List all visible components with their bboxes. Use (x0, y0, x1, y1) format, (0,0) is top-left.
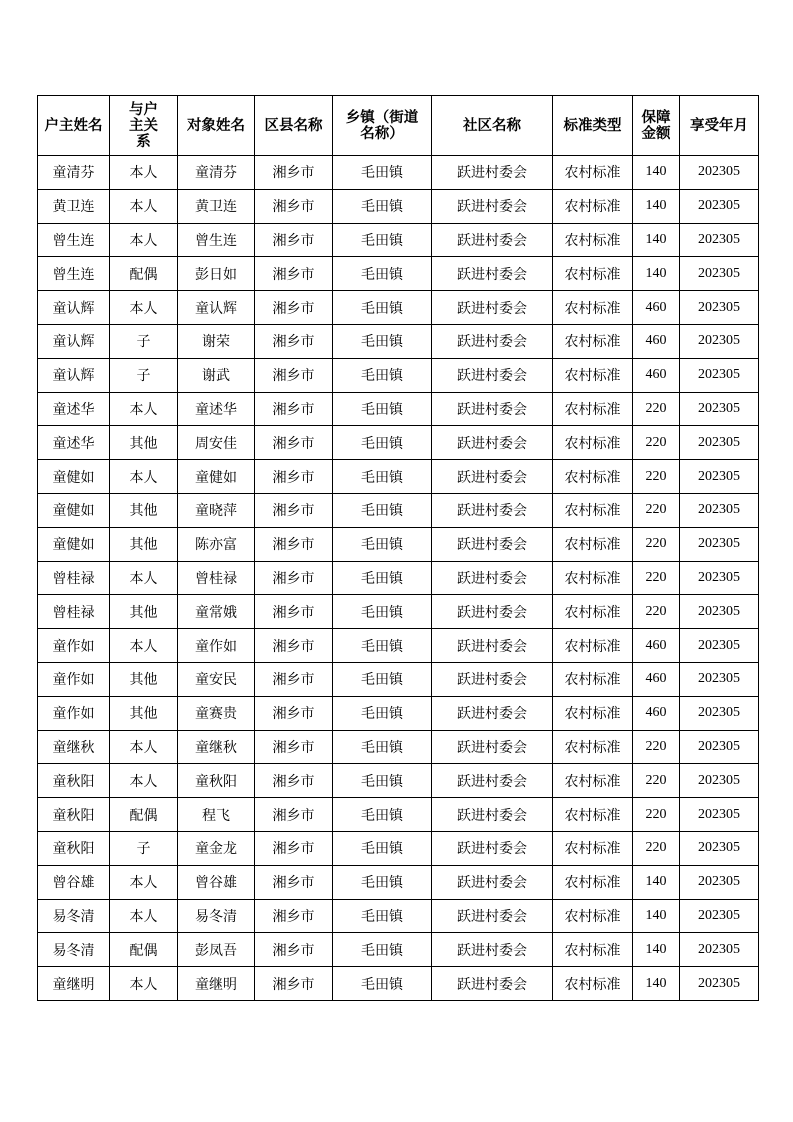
cell-benefit-month: 202305 (680, 899, 759, 933)
cell-community: 跃进村委会 (432, 358, 553, 392)
cell-standard-type: 农村标准 (553, 595, 633, 629)
col-header-relation: 与户主关系 (110, 96, 178, 156)
cell-county: 湘乡市 (255, 662, 333, 696)
cell-standard-type: 农村标准 (553, 460, 633, 494)
cell-recipient-name: 童常娥 (178, 595, 255, 629)
cell-county: 湘乡市 (255, 527, 333, 561)
cell-standard-type: 农村标准 (553, 798, 633, 832)
cell-householder-name: 易冬清 (38, 899, 110, 933)
cell-county: 湘乡市 (255, 899, 333, 933)
cell-allowance-amount: 140 (633, 223, 680, 257)
cell-relation: 其他 (110, 527, 178, 561)
cell-township: 毛田镇 (333, 358, 432, 392)
cell-benefit-month: 202305 (680, 967, 759, 1001)
cell-community: 跃进村委会 (432, 865, 553, 899)
cell-allowance-amount: 140 (633, 899, 680, 933)
cell-recipient-name: 彭日如 (178, 257, 255, 291)
cell-householder-name: 童秋阳 (38, 798, 110, 832)
cell-allowance-amount: 140 (633, 156, 680, 190)
cell-recipient-name: 童赛贵 (178, 696, 255, 730)
cell-township: 毛田镇 (333, 662, 432, 696)
cell-recipient-name: 童继明 (178, 967, 255, 1001)
cell-allowance-amount: 220 (633, 764, 680, 798)
cell-benefit-month: 202305 (680, 223, 759, 257)
cell-standard-type: 农村标准 (553, 527, 633, 561)
cell-county: 湘乡市 (255, 189, 333, 223)
cell-householder-name: 童继秋 (38, 730, 110, 764)
cell-benefit-month: 202305 (680, 629, 759, 663)
cell-allowance-amount: 140 (633, 933, 680, 967)
cell-county: 湘乡市 (255, 561, 333, 595)
cell-benefit-month: 202305 (680, 392, 759, 426)
cell-county: 湘乡市 (255, 257, 333, 291)
cell-county: 湘乡市 (255, 967, 333, 1001)
cell-township: 毛田镇 (333, 460, 432, 494)
cell-relation: 子 (110, 831, 178, 865)
cell-county: 湘乡市 (255, 831, 333, 865)
cell-relation: 本人 (110, 189, 178, 223)
table-row (38, 933, 759, 967)
cell-allowance-amount: 460 (633, 291, 680, 325)
cell-benefit-month: 202305 (680, 189, 759, 223)
cell-allowance-amount: 220 (633, 561, 680, 595)
table-row (38, 257, 759, 291)
cell-community: 跃进村委会 (432, 257, 553, 291)
cell-benefit-month: 202305 (680, 730, 759, 764)
cell-township: 毛田镇 (333, 291, 432, 325)
cell-householder-name: 曾生连 (38, 223, 110, 257)
cell-county: 湘乡市 (255, 392, 333, 426)
cell-recipient-name: 童认辉 (178, 291, 255, 325)
cell-relation: 本人 (110, 460, 178, 494)
cell-community: 跃进村委会 (432, 595, 553, 629)
cell-township: 毛田镇 (333, 392, 432, 426)
cell-township: 毛田镇 (333, 324, 432, 358)
cell-county: 湘乡市 (255, 696, 333, 730)
cell-standard-type: 农村标准 (553, 967, 633, 1001)
cell-township: 毛田镇 (333, 189, 432, 223)
cell-township: 毛田镇 (333, 629, 432, 663)
cell-benefit-month: 202305 (680, 933, 759, 967)
cell-recipient-name: 曾生连 (178, 223, 255, 257)
cell-allowance-amount: 220 (633, 798, 680, 832)
cell-township: 毛田镇 (333, 865, 432, 899)
col-header-county: 区县名称 (255, 96, 333, 156)
cell-allowance-amount: 460 (633, 662, 680, 696)
cell-benefit-month: 202305 (680, 662, 759, 696)
cell-county: 湘乡市 (255, 595, 333, 629)
cell-benefit-month: 202305 (680, 358, 759, 392)
cell-community: 跃进村委会 (432, 223, 553, 257)
col-header-householder-name: 户主姓名 (38, 96, 110, 156)
cell-township: 毛田镇 (333, 933, 432, 967)
table-row (38, 696, 759, 730)
cell-allowance-amount: 220 (633, 730, 680, 764)
cell-allowance-amount: 220 (633, 831, 680, 865)
cell-recipient-name: 童晓萍 (178, 493, 255, 527)
cell-allowance-amount: 140 (633, 967, 680, 1001)
cell-standard-type: 农村标准 (553, 662, 633, 696)
cell-allowance-amount: 220 (633, 595, 680, 629)
cell-benefit-month: 202305 (680, 595, 759, 629)
cell-allowance-amount: 460 (633, 629, 680, 663)
table-row (38, 392, 759, 426)
cell-community: 跃进村委会 (432, 460, 553, 494)
cell-standard-type: 农村标准 (553, 696, 633, 730)
cell-standard-type: 农村标准 (553, 730, 633, 764)
table-row (38, 426, 759, 460)
cell-county: 湘乡市 (255, 865, 333, 899)
col-header-recipient-name: 对象姓名 (178, 96, 255, 156)
cell-householder-name: 童述华 (38, 392, 110, 426)
table-row (38, 561, 759, 595)
cell-householder-name: 童述华 (38, 426, 110, 460)
table-row (38, 595, 759, 629)
table-row (38, 291, 759, 325)
cell-county: 湘乡市 (255, 933, 333, 967)
table-row (38, 629, 759, 663)
cell-allowance-amount: 460 (633, 324, 680, 358)
cell-county: 湘乡市 (255, 223, 333, 257)
cell-community: 跃进村委会 (432, 831, 553, 865)
cell-recipient-name: 童述华 (178, 392, 255, 426)
table-row (38, 527, 759, 561)
cell-standard-type: 农村标准 (553, 561, 633, 595)
cell-allowance-amount: 220 (633, 426, 680, 460)
cell-householder-name: 童健如 (38, 527, 110, 561)
cell-relation: 本人 (110, 865, 178, 899)
cell-community: 跃进村委会 (432, 967, 553, 1001)
cell-recipient-name: 彭凤吾 (178, 933, 255, 967)
cell-benefit-month: 202305 (680, 696, 759, 730)
cell-standard-type: 农村标准 (553, 324, 633, 358)
cell-community: 跃进村委会 (432, 629, 553, 663)
cell-county: 湘乡市 (255, 460, 333, 494)
cell-community: 跃进村委会 (432, 156, 553, 190)
cell-allowance-amount: 140 (633, 189, 680, 223)
cell-allowance-amount: 460 (633, 696, 680, 730)
cell-householder-name: 童作如 (38, 629, 110, 663)
cell-recipient-name: 曾桂禄 (178, 561, 255, 595)
table-row (38, 324, 759, 358)
cell-township: 毛田镇 (333, 696, 432, 730)
cell-standard-type: 农村标准 (553, 257, 633, 291)
cell-relation: 本人 (110, 561, 178, 595)
cell-standard-type: 农村标准 (553, 291, 633, 325)
cell-county: 湘乡市 (255, 764, 333, 798)
cell-relation: 其他 (110, 493, 178, 527)
cell-recipient-name: 程飞 (178, 798, 255, 832)
cell-community: 跃进村委会 (432, 696, 553, 730)
cell-county: 湘乡市 (255, 798, 333, 832)
cell-community: 跃进村委会 (432, 933, 553, 967)
cell-householder-name: 曾桂禄 (38, 595, 110, 629)
cell-relation: 其他 (110, 696, 178, 730)
cell-recipient-name: 童安民 (178, 662, 255, 696)
cell-township: 毛田镇 (333, 798, 432, 832)
cell-benefit-month: 202305 (680, 798, 759, 832)
cell-benefit-month: 202305 (680, 291, 759, 325)
cell-benefit-month: 202305 (680, 324, 759, 358)
cell-standard-type: 农村标准 (553, 223, 633, 257)
cell-relation: 配偶 (110, 933, 178, 967)
cell-township: 毛田镇 (333, 426, 432, 460)
cell-allowance-amount: 220 (633, 392, 680, 426)
cell-relation: 其他 (110, 426, 178, 460)
cell-township: 毛田镇 (333, 527, 432, 561)
cell-benefit-month: 202305 (680, 561, 759, 595)
table-row (38, 899, 759, 933)
cell-allowance-amount: 460 (633, 358, 680, 392)
table-row (38, 798, 759, 832)
cell-relation: 本人 (110, 967, 178, 1001)
col-header-standard-type: 标准类型 (553, 96, 633, 156)
cell-community: 跃进村委会 (432, 493, 553, 527)
col-header-township: 乡镇（街道名称） (333, 96, 432, 156)
cell-standard-type: 农村标准 (553, 933, 633, 967)
cell-recipient-name: 童作如 (178, 629, 255, 663)
cell-relation: 配偶 (110, 798, 178, 832)
cell-recipient-name: 童健如 (178, 460, 255, 494)
cell-householder-name: 曾生连 (38, 257, 110, 291)
cell-relation: 本人 (110, 629, 178, 663)
cell-community: 跃进村委会 (432, 426, 553, 460)
cell-allowance-amount: 220 (633, 493, 680, 527)
cell-county: 湘乡市 (255, 426, 333, 460)
cell-householder-name: 曾桂禄 (38, 561, 110, 595)
cell-benefit-month: 202305 (680, 764, 759, 798)
cell-relation: 本人 (110, 730, 178, 764)
col-header-community: 社区名称 (432, 96, 553, 156)
cell-community: 跃进村委会 (432, 662, 553, 696)
cell-relation: 本人 (110, 899, 178, 933)
cell-community: 跃进村委会 (432, 730, 553, 764)
col-header-benefit-month: 享受年月 (680, 96, 759, 156)
cell-benefit-month: 202305 (680, 426, 759, 460)
header-row (38, 96, 759, 156)
table-row (38, 358, 759, 392)
cell-community: 跃进村委会 (432, 324, 553, 358)
col-header-allowance-amount: 保障金额 (633, 96, 680, 156)
cell-relation: 本人 (110, 156, 178, 190)
cell-community: 跃进村委会 (432, 899, 553, 933)
cell-standard-type: 农村标准 (553, 629, 633, 663)
cell-county: 湘乡市 (255, 324, 333, 358)
cell-standard-type: 农村标准 (553, 426, 633, 460)
cell-relation: 其他 (110, 595, 178, 629)
cell-recipient-name: 黄卫连 (178, 189, 255, 223)
cell-householder-name: 童秋阳 (38, 831, 110, 865)
cell-householder-name: 童认辉 (38, 324, 110, 358)
cell-benefit-month: 202305 (680, 865, 759, 899)
cell-relation: 本人 (110, 291, 178, 325)
cell-community: 跃进村委会 (432, 764, 553, 798)
cell-township: 毛田镇 (333, 223, 432, 257)
cell-householder-name: 童秋阳 (38, 764, 110, 798)
cell-benefit-month: 202305 (680, 831, 759, 865)
cell-allowance-amount: 140 (633, 257, 680, 291)
table-row (38, 223, 759, 257)
cell-benefit-month: 202305 (680, 460, 759, 494)
cell-benefit-month: 202305 (680, 257, 759, 291)
cell-recipient-name: 童秋阳 (178, 764, 255, 798)
cell-standard-type: 农村标准 (553, 899, 633, 933)
cell-allowance-amount: 140 (633, 865, 680, 899)
cell-allowance-amount: 220 (633, 460, 680, 494)
table-row (38, 831, 759, 865)
cell-township: 毛田镇 (333, 730, 432, 764)
cell-recipient-name: 周安佳 (178, 426, 255, 460)
table-row (38, 662, 759, 696)
cell-relation: 子 (110, 358, 178, 392)
cell-township: 毛田镇 (333, 257, 432, 291)
cell-township: 毛田镇 (333, 561, 432, 595)
cell-householder-name: 黄卫连 (38, 189, 110, 223)
cell-township: 毛田镇 (333, 899, 432, 933)
cell-standard-type: 农村标准 (553, 764, 633, 798)
cell-county: 湘乡市 (255, 493, 333, 527)
cell-relation: 子 (110, 324, 178, 358)
cell-relation: 本人 (110, 764, 178, 798)
cell-township: 毛田镇 (333, 595, 432, 629)
cell-recipient-name: 易冬清 (178, 899, 255, 933)
cell-standard-type: 农村标准 (553, 358, 633, 392)
cell-recipient-name: 谢荣 (178, 324, 255, 358)
cell-householder-name: 童清芬 (38, 156, 110, 190)
cell-county: 湘乡市 (255, 291, 333, 325)
cell-township: 毛田镇 (333, 967, 432, 1001)
cell-county: 湘乡市 (255, 358, 333, 392)
cell-recipient-name: 曾谷雄 (178, 865, 255, 899)
table-row (38, 865, 759, 899)
cell-standard-type: 农村标准 (553, 156, 633, 190)
cell-householder-name: 易冬清 (38, 933, 110, 967)
table-row (38, 493, 759, 527)
cell-householder-name: 童健如 (38, 493, 110, 527)
cell-township: 毛田镇 (333, 831, 432, 865)
cell-relation: 其他 (110, 662, 178, 696)
cell-recipient-name: 童继秋 (178, 730, 255, 764)
cell-standard-type: 农村标准 (553, 493, 633, 527)
subsidy-roster-table (37, 95, 759, 1001)
cell-township: 毛田镇 (333, 764, 432, 798)
cell-township: 毛田镇 (333, 156, 432, 190)
cell-standard-type: 农村标准 (553, 392, 633, 426)
cell-relation: 本人 (110, 392, 178, 426)
cell-community: 跃进村委会 (432, 561, 553, 595)
cell-benefit-month: 202305 (680, 156, 759, 190)
cell-householder-name: 童认辉 (38, 291, 110, 325)
cell-householder-name: 童作如 (38, 662, 110, 696)
table-row (38, 730, 759, 764)
cell-relation: 配偶 (110, 257, 178, 291)
cell-householder-name: 童作如 (38, 696, 110, 730)
cell-standard-type: 农村标准 (553, 189, 633, 223)
cell-householder-name: 童认辉 (38, 358, 110, 392)
cell-county: 湘乡市 (255, 156, 333, 190)
table-row (38, 156, 759, 190)
cell-recipient-name: 陈亦富 (178, 527, 255, 561)
cell-allowance-amount: 220 (633, 527, 680, 561)
cell-relation: 本人 (110, 223, 178, 257)
table-row (38, 967, 759, 1001)
cell-community: 跃进村委会 (432, 189, 553, 223)
cell-benefit-month: 202305 (680, 493, 759, 527)
table-row (38, 764, 759, 798)
cell-recipient-name: 谢武 (178, 358, 255, 392)
cell-county: 湘乡市 (255, 730, 333, 764)
cell-county: 湘乡市 (255, 629, 333, 663)
cell-recipient-name: 童清芬 (178, 156, 255, 190)
cell-householder-name: 童继明 (38, 967, 110, 1001)
cell-householder-name: 童健如 (38, 460, 110, 494)
cell-householder-name: 曾谷雄 (38, 865, 110, 899)
cell-community: 跃进村委会 (432, 798, 553, 832)
cell-recipient-name: 童金龙 (178, 831, 255, 865)
cell-community: 跃进村委会 (432, 291, 553, 325)
cell-community: 跃进村委会 (432, 392, 553, 426)
cell-township: 毛田镇 (333, 493, 432, 527)
cell-community: 跃进村委会 (432, 527, 553, 561)
table-body (38, 156, 759, 1001)
cell-standard-type: 农村标准 (553, 831, 633, 865)
table-row (38, 460, 759, 494)
cell-standard-type: 农村标准 (553, 865, 633, 899)
table-row (38, 189, 759, 223)
cell-benefit-month: 202305 (680, 527, 759, 561)
